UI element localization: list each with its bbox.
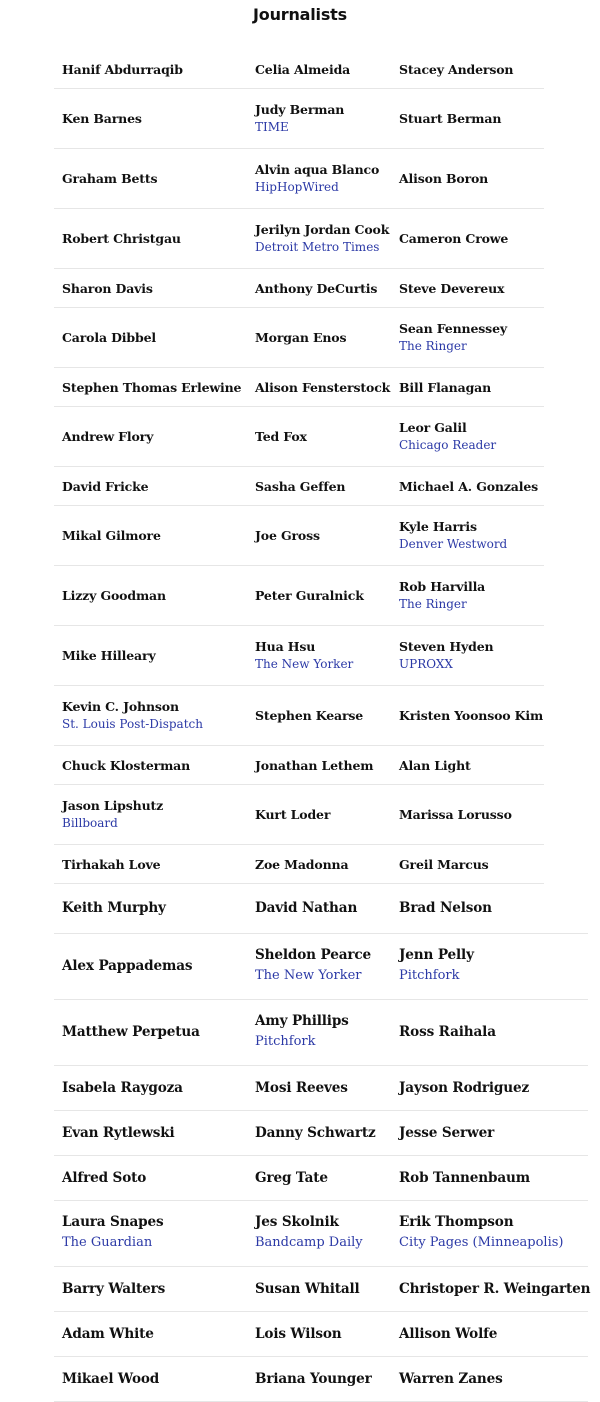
journalist-cell xyxy=(62,626,156,685)
journalist-cell xyxy=(255,308,346,367)
journalist-name: Jerilyn Jordan Cook xyxy=(255,222,390,237)
journalist-name: Warren Zanes xyxy=(399,1370,503,1387)
journalist-name: Jesse Serwer xyxy=(399,1124,495,1141)
journalist-cell xyxy=(399,845,489,883)
journalist-name: Jonathan Lethem xyxy=(255,757,374,773)
journalist-cell xyxy=(255,1066,348,1110)
journalist-name: Leor Galil xyxy=(399,420,467,435)
journalist-name: Alan Light xyxy=(399,757,471,773)
journalist-name: Matthew Perpetua xyxy=(62,1024,200,1040)
journalist-name: Sasha Geffen xyxy=(255,478,346,494)
journalist-name: Morgan Enos xyxy=(255,330,347,345)
journalist-name: David Fricke xyxy=(62,478,149,494)
publication-label: Pitchfork xyxy=(255,1034,316,1049)
journalist-name: Bill Flanagan xyxy=(399,379,492,395)
journalist-cell xyxy=(399,746,471,784)
journalist-name: Michael A. Gonzales xyxy=(399,478,539,494)
journalist-name: Chuck Klosterman xyxy=(62,757,191,773)
journalist-cell xyxy=(62,934,192,999)
journalist-cell xyxy=(62,308,156,367)
journalist-cell xyxy=(255,1312,341,1356)
journalist-cell xyxy=(255,269,377,307)
journalist-cell xyxy=(399,1201,563,1266)
publication-label: Detroit Metro Times xyxy=(255,240,380,254)
journalist-cell xyxy=(62,1201,163,1266)
journalist-name: Rob Harvilla xyxy=(399,579,486,594)
table-row xyxy=(54,89,544,149)
journalists-table xyxy=(54,50,591,1402)
journalist-name: Jason Lipshutz xyxy=(62,798,164,813)
journalist-name: Greg Tate xyxy=(255,1169,328,1186)
journalist-name: Kevin C. Johnson xyxy=(62,699,179,714)
journalist-name: Mosi Reeves xyxy=(255,1079,348,1096)
journalist-cell xyxy=(255,845,348,883)
table-row xyxy=(54,845,544,884)
journalist-name: Kurt Loder xyxy=(255,807,331,822)
table-row xyxy=(54,506,544,566)
journalist-cell xyxy=(255,785,330,844)
journalist-cell xyxy=(62,1000,200,1065)
journalist-cell xyxy=(399,1111,494,1155)
journalist-cell xyxy=(62,1312,154,1356)
journalist-cell xyxy=(255,1000,349,1065)
journalist-name: Erik Thompson xyxy=(399,1214,514,1230)
journalist-name: Hua Hsu xyxy=(255,639,316,654)
page-title: Journalists xyxy=(253,5,347,24)
publication-label: The Guardian xyxy=(62,1235,153,1250)
publication-label: UPROXX xyxy=(399,657,453,671)
journalist-cell xyxy=(255,407,307,466)
journalist-cell xyxy=(62,149,157,208)
journalist-cell xyxy=(62,1267,165,1311)
publication-label: HipHopWired xyxy=(255,180,339,194)
journalist-name: Robert Christgau xyxy=(62,231,181,246)
journalist-cell xyxy=(255,368,390,406)
journalist-name: Amy Phillips xyxy=(255,1013,349,1029)
journalist-name: Jes Skolnik xyxy=(255,1214,339,1230)
journalist-cell xyxy=(62,1357,159,1401)
journalist-name: Danny Schwartz xyxy=(255,1124,376,1141)
table-row xyxy=(54,1201,588,1267)
journalist-cell xyxy=(399,884,492,933)
journalist-cell xyxy=(255,626,353,685)
journalist-cell xyxy=(255,209,389,268)
table-row xyxy=(54,50,544,89)
publication-label: The New Yorker xyxy=(255,657,354,671)
journalist-name: Keith Murphy xyxy=(62,900,166,916)
table-row xyxy=(54,467,544,506)
table-row xyxy=(54,1111,588,1156)
journalist-name: Ken Barnes xyxy=(62,111,142,126)
journalist-name: Allison Wolfe xyxy=(399,1325,498,1342)
journalist-name: Marissa Lorusso xyxy=(399,807,512,822)
journalist-name: Steve Devereux xyxy=(399,280,505,296)
publication-label: The Ringer xyxy=(399,339,467,353)
journalist-name: Stacey Anderson xyxy=(399,61,514,77)
journalist-cell xyxy=(62,566,166,625)
table-row xyxy=(54,1267,591,1312)
journalist-name: Judy Berman xyxy=(255,102,345,117)
journalist-name: Anthony DeCurtis xyxy=(255,280,378,296)
journalist-name: David Nathan xyxy=(255,900,358,916)
publication-label: St. Louis Post-Dispatch xyxy=(62,717,203,731)
journalist-cell xyxy=(399,149,488,208)
journalist-cell xyxy=(399,934,474,999)
journalist-name: Mikael Wood xyxy=(62,1370,160,1387)
journalist-name: Alison Fensterstock xyxy=(255,379,391,395)
journalist-name: Briana Younger xyxy=(255,1370,372,1387)
table-row xyxy=(54,1357,588,1402)
journalist-cell xyxy=(255,1267,360,1311)
publication-label: Billboard xyxy=(62,816,118,830)
journalist-cell xyxy=(399,467,538,505)
journalist-cell xyxy=(62,467,148,505)
journalist-name: Mikal Gilmore xyxy=(62,528,161,543)
journalist-cell xyxy=(62,1156,146,1200)
journalist-cell xyxy=(62,746,190,784)
journalist-cell xyxy=(399,1357,503,1401)
journalist-cell xyxy=(399,506,507,565)
journalist-cell xyxy=(62,1066,183,1110)
journalist-cell xyxy=(255,1201,363,1266)
journalist-name: Peter Guralnick xyxy=(255,588,364,603)
journalist-cell xyxy=(399,407,496,466)
publication-label: The Ringer xyxy=(399,597,467,611)
journalist-cell xyxy=(399,785,512,844)
journalist-cell xyxy=(62,50,183,88)
journalist-cell xyxy=(255,467,345,505)
journalist-cell xyxy=(399,1000,496,1065)
journalist-name: Christoper R. Weingarten xyxy=(399,1280,591,1297)
publication-label: The New Yorker xyxy=(255,968,362,983)
journalist-cell xyxy=(399,269,504,307)
journalist-cell xyxy=(255,566,364,625)
journalist-name: Lois Wilson xyxy=(255,1325,342,1342)
publication-label: TIME xyxy=(255,120,289,134)
journalist-cell xyxy=(62,884,166,933)
journalist-cell xyxy=(255,89,344,148)
journalist-cell xyxy=(62,89,142,148)
journalist-name: Adam White xyxy=(62,1325,154,1342)
journalist-name: Alfred Soto xyxy=(62,1169,147,1186)
journalist-name: Kristen Yoonsoo Kim xyxy=(399,708,544,723)
table-row xyxy=(54,1000,588,1066)
journalist-name: Rob Tannenbaum xyxy=(399,1169,531,1186)
table-row xyxy=(54,566,544,626)
journalist-cell xyxy=(62,1111,175,1155)
journalist-name: Evan Rytlewski xyxy=(62,1124,175,1141)
journalist-cell xyxy=(62,407,153,466)
journalist-name: Alvin aqua Blanco xyxy=(255,162,380,177)
journalist-name: Andrew Flory xyxy=(62,429,154,444)
journalist-cell xyxy=(255,1156,328,1200)
journalist-name: Isabela Raygoza xyxy=(62,1079,183,1096)
journalist-name: Laura Snapes xyxy=(62,1214,164,1230)
journalist-cell xyxy=(399,368,491,406)
journalist-name: Celia Almeida xyxy=(255,61,351,77)
journalist-cell xyxy=(255,1111,376,1155)
journalist-cell xyxy=(255,506,320,565)
journalist-cell xyxy=(62,785,163,844)
journalist-name: Jayson Rodriguez xyxy=(399,1079,530,1096)
table-row xyxy=(54,368,544,407)
journalist-name: Alison Boron xyxy=(399,171,489,186)
journalist-name: Joe Gross xyxy=(255,528,320,543)
journalist-name: Zoe Madonna xyxy=(255,856,349,872)
journalist-cell xyxy=(62,209,181,268)
table-row xyxy=(54,407,544,467)
journalist-name: Steven Hyden xyxy=(399,639,494,654)
journalist-name: Ted Fox xyxy=(255,429,307,444)
journalist-name: Sean Fennessey xyxy=(399,321,507,336)
journalist-name: Stuart Berman xyxy=(399,111,502,126)
publication-label: City Pages (Minneapolis) xyxy=(399,1235,564,1250)
publication-label: Bandcamp Daily xyxy=(255,1235,363,1250)
journalist-cell xyxy=(62,269,153,307)
journalist-name: Kyle Harris xyxy=(399,519,477,534)
journalist-name: Stephen Thomas Erlewine xyxy=(62,379,242,395)
table-row xyxy=(54,626,544,686)
journalist-cell xyxy=(399,566,485,625)
journalist-name: Barry Walters xyxy=(62,1280,166,1297)
table-row xyxy=(54,1156,588,1201)
journalist-cell xyxy=(399,1267,590,1311)
journalist-name: Cameron Crowe xyxy=(399,231,509,246)
table-row xyxy=(54,934,588,1000)
journalist-cell xyxy=(399,1066,529,1110)
journalist-name: Sharon Davis xyxy=(62,280,153,296)
journalist-cell xyxy=(62,845,160,883)
journalist-name: Carola Dibbel xyxy=(62,330,156,345)
table-row xyxy=(54,308,544,368)
table-row xyxy=(54,686,544,746)
journalist-name: Tirhakah Love xyxy=(62,856,161,872)
journalist-cell xyxy=(62,506,161,565)
journalist-cell xyxy=(255,884,357,933)
journalist-cell xyxy=(399,89,501,148)
journalist-name: Lizzy Goodman xyxy=(62,588,166,603)
journalist-name: Brad Nelson xyxy=(399,900,492,916)
journalist-cell xyxy=(399,50,513,88)
journalist-name: Alex Pappademas xyxy=(62,958,193,974)
journalist-name: Sheldon Pearce xyxy=(255,947,372,963)
publication-label: Chicago Reader xyxy=(399,438,497,452)
journalist-cell xyxy=(255,149,379,208)
publication-label: Pitchfork xyxy=(399,968,460,983)
journalist-cell xyxy=(62,686,203,745)
journalist-name: Susan Whitall xyxy=(255,1280,360,1297)
publication-label: Denver Westword xyxy=(399,537,508,551)
journalist-name: Ross Raihala xyxy=(399,1024,496,1040)
journalist-cell xyxy=(399,308,507,367)
journalist-cell xyxy=(399,626,493,685)
table-row xyxy=(54,209,544,269)
journalist-cell xyxy=(62,368,241,406)
journalist-name: Hanif Abdurraqib xyxy=(62,61,183,77)
journalist-cell xyxy=(399,209,508,268)
table-row xyxy=(54,149,544,209)
table-row xyxy=(54,1312,588,1357)
journalist-name: Mike Hilleary xyxy=(62,648,156,663)
journalist-cell xyxy=(399,1312,497,1356)
journalist-name: Greil Marcus xyxy=(399,856,489,872)
journalist-cell xyxy=(255,746,373,784)
journalist-cell xyxy=(255,934,371,999)
table-row xyxy=(54,746,544,785)
table-row xyxy=(54,785,544,845)
journalist-cell xyxy=(399,686,543,745)
journalist-cell xyxy=(255,50,350,88)
journalist-name: Stephen Kearse xyxy=(255,708,364,723)
table-row xyxy=(54,884,588,934)
journalist-cell xyxy=(399,1156,530,1200)
table-row xyxy=(54,269,544,308)
journalist-cell xyxy=(255,686,363,745)
journalist-name: Jenn Pelly xyxy=(399,947,474,963)
table-row xyxy=(54,1066,588,1111)
journalist-cell xyxy=(255,1357,372,1401)
journalist-name: Graham Betts xyxy=(62,171,158,186)
